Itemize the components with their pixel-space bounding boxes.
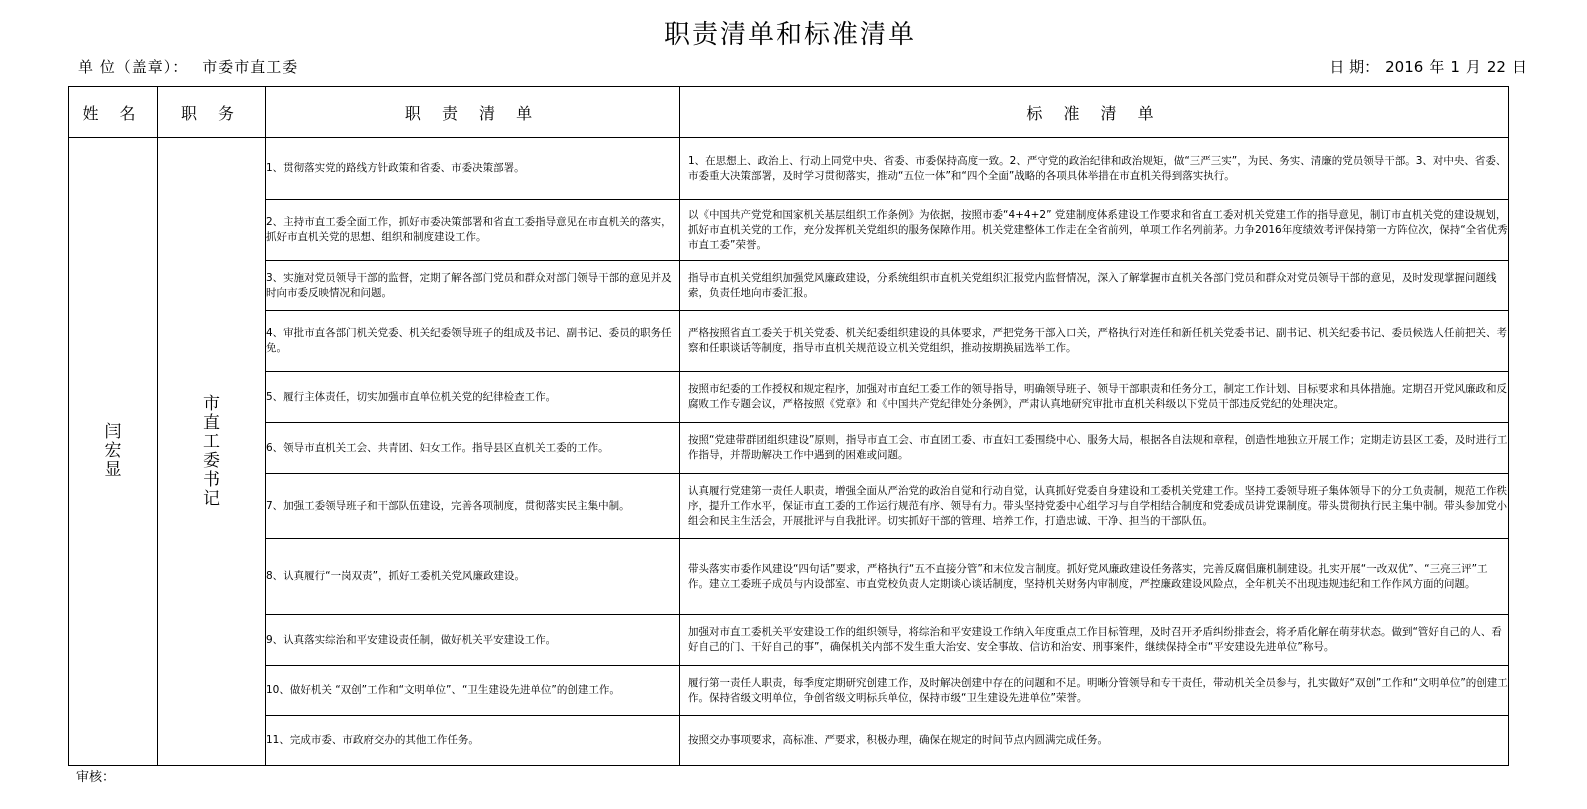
duty-cell: 7、加强工委领导班子和干部队伍建设，完善各项制度，贯彻落实民主集中制。 [266, 474, 680, 539]
column-header-duty-list: 职 责 清 单 [266, 87, 680, 138]
standard-cell: 按照交办事项要求，高标准、严要求，积极办理，确保在规定的时间节点内圆满完成任务。 [680, 716, 1509, 766]
duty-cell: 6、领导市直机关工会、共青团、妇女工作。指导县区直机关工委的工作。 [266, 423, 680, 474]
table-row [69, 200, 1509, 261]
date-label: 日 期： [1329, 58, 1380, 76]
duty-cell: 8、认真履行“一岗双责”，抓好工委机关党风廉政建设。 [266, 539, 680, 615]
duty-cell: 9、认真落实综治和平安建设责任制，做好机关平安建设工作。 [266, 615, 680, 666]
date-month-unit: 月 [1465, 58, 1481, 76]
standard-cell: 指导市直机关党组织加强党风廉政建设，分系统组织市直机关党组织汇报党内监督情况，深入了解掌握市直机关各部门党员和群众对党员领导干部的意见，及时发现掌握问题线索，负责任地向市委汇报。 [680, 261, 1509, 311]
duty-cell: 11、完成市委、市政府交办的其他工作任务。 [266, 716, 680, 766]
unit-value: 市委市直工委 [202, 58, 299, 76]
standard-cell: 以《中国共产党党和国家机关基层组织工作条例》为依据，按照市委“4+4+2” 党建制度体系建设工作要求和省直工委对机关党建工作的指导意见，制订市直机关党的建设规划，抓好市直机关党的工作，充分发挥机关党组织的服务保障作用。机关党建整体工作走在全省前列，单项工作名列前茅。力争2016年度绩效考评保持第一方阵位次，保持“全省优秀市直工委”荣誉。 [680, 200, 1509, 261]
standard-cell: 按照“党建带群团组织建设”原则，指导市直工会、市直团工委、市直妇工委围绕中心、服务大局，根据各自法规和章程，创造性地独立开展工作；定期走访县区工委，及时进行工作指导，并帮助解决工作中遇到的困难或问题。 [680, 423, 1509, 474]
duty-cell: 1、贯彻落实党的路线方针政策和省委、市委决策部署。 [266, 138, 680, 200]
date-year-unit: 年 [1429, 58, 1445, 76]
table-header-row [69, 87, 1509, 138]
date-day: 22 [1486, 58, 1506, 76]
duty-cell: 2、主持市直工委全面工作，抓好市委决策部署和省直工委指导意见在市直机关的落实，抓好市直机关党的思想、组织和制度建设工作。 [266, 200, 680, 261]
column-header-name: 姓 名 [69, 87, 158, 138]
duty-standard-table [68, 86, 1509, 766]
date-day-unit: 日 [1511, 58, 1527, 76]
duty-cell: 10、做好机关 “双创”工作和“文明单位”、“卫生建设先进单位”的创建工作。 [266, 666, 680, 716]
table-row [69, 539, 1509, 615]
duty-cell: 5、履行主体责任，切实加强市直单位机关党的纪律检查工作。 [266, 372, 680, 423]
standard-cell: 1、在思想上、政治上、行动上同党中央、省委、市委保持高度一致。2、严守党的政治纪律和政治规矩，做“三严三实”，为民、务实、清廉的党员领导干部。3、对中央、省委、市委重大决策部署，及时学习贯彻落实，推动“五位一体”和“四个全面”战略的各项具体举措在市直机关得到落实执行。 [680, 138, 1509, 200]
table-row [69, 261, 1509, 311]
date-line [1329, 56, 1527, 77]
date-month: 1 [1450, 58, 1460, 76]
duty-cell: 3、实施对党员领导干部的监督，定期了解各部门党员和群众对部门领导干部的意见并及时向市委反映情况和问题。 [266, 261, 680, 311]
person-position-cell [158, 138, 266, 766]
column-header-position: 职 务 [158, 87, 266, 138]
standard-cell: 加强对市直工委机关平安建设工作的组织领导，将综治和平安建设工作纳入年度重点工作目标管理，及时召开矛盾纠纷排查会，将矛盾化解在萌芽状态。做到“管好自己的人、看好自己的门、干好自己的事”，确保机关内部不发生重大治安、安全事故、信访和治安、刑事案件，继续保持全市“平安建设先进单位”称号。 [680, 615, 1509, 666]
person-name: 闫宏显 [104, 422, 122, 480]
person-name-cell [69, 138, 158, 766]
table-row [69, 666, 1509, 716]
duty-cell: 4、审批市直各部门机关党委、机关纪委领导班子的组成及书记、副书记、委员的职务任免。 [266, 311, 680, 372]
table-row [69, 423, 1509, 474]
table-row [69, 372, 1509, 423]
table-row [69, 615, 1509, 666]
review-label: 审核： [76, 770, 116, 785]
date-year: 2016 [1385, 58, 1424, 76]
table-row [69, 138, 1509, 200]
standard-cell: 按照市纪委的工作授权和规定程序，加强对市直纪工委工作的领导指导，明确领导班子、领导干部职责和任务分工，制定工作计划、目标要求和具体措施。定期召开党风廉政和反腐败工作专题会议，严格按照《党章》和《中国共产党纪律处分条例》，严肃认真地研究审批市直机关科级以下党员干部违反党纪的处理决定。 [680, 372, 1509, 423]
page-title: 职责清单和标准清单 [663, 20, 916, 50]
person-position: 市直工委书记 [203, 393, 220, 509]
table-row [69, 474, 1509, 539]
unit-line [78, 56, 298, 77]
unit-label: 单 位（盖章）： [78, 58, 189, 76]
column-header-standard-list: 标 准 清 单 [680, 87, 1509, 138]
standard-cell: 认真履行党建第一责任人职责，增强全面从严治党的政治自觉和行动自觉，认真抓好党委自身建设和工委机关党建工作。坚持工委领导班子集体领导下的分工负责制，规范工作秩序，提升工作水平，保证市直工委的工作运行规范有序、领导有力。带头坚持党委中心组学习与自学相结合制度和党委成员讲党课制度。带头贯彻执行民主集中制。带头参加党小组会和民主生活会，开展批评与自我批评。切实抓好干部的管理、培养工作，打造忠诚、干净、担当的干部队伍。 [680, 474, 1509, 539]
table-row [69, 716, 1509, 766]
standard-cell: 带头落实市委作风建设“四句话”要求，严格执行“五不直接分管”和末位发言制度。抓好党风廉政建设任务落实，完善反腐倡廉机制建设。扎实开展“一改双优”、“三亮三评”工作。建立工委班子成员与内设部室、市直党校负责人定期谈心谈话制度，坚持机关财务内审制度，严控廉政建设风险点，全年机关不出现违规违纪和工作作风方面的问题。 [680, 539, 1509, 615]
table-row [69, 311, 1509, 372]
standard-cell: 履行第一责任人职责，每季度定期研究创建工作，及时解决创建中存在的问题和不足。明晰分管领导和专干责任，带动机关全员参与，扎实做好“双创”工作和“文明单位”的创建工作。保持省级文明单位，争创省级文明标兵单位，保持市级“卫生建设先进单位”荣誉。 [680, 666, 1509, 716]
standard-cell: 严格按照省直工委关于机关党委、机关纪委组织建设的具体要求，严把党务干部入口关，严格执行对连任和新任机关党委书记、副书记、机关纪委书记、委员候选人任前把关、考察和任职谈话等制度，指导市直机关规范设立机关党组织，推动按期换届选举工作。 [680, 311, 1509, 372]
